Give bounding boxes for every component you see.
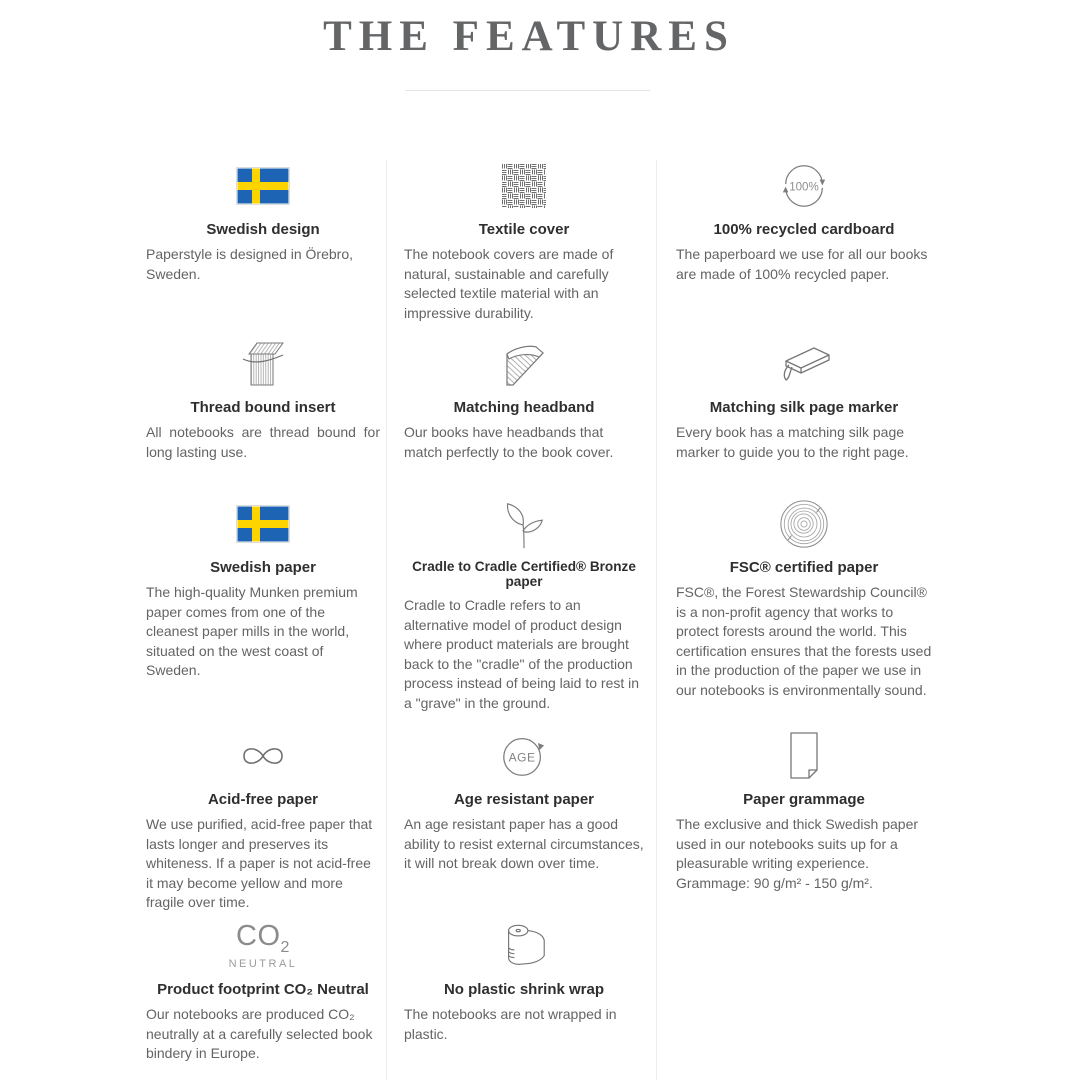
feature-body: Our books have headbands that match perfectly to the book cover. (404, 424, 614, 460)
swedish-flag-icon (146, 498, 380, 550)
feature-body: We use purified, acid-free paper that lasts longer and preserves its whiteness. If a paper is not acid-free it may become yellow and more fragile over time. (146, 816, 373, 910)
feature-swedish-design (140, 160, 386, 338)
co2-neutral-icon (146, 920, 380, 972)
svg-text:100%: 100% (789, 181, 819, 194)
feature-fsc-certified (656, 498, 940, 730)
textile-weave-icon (404, 160, 644, 212)
infinity-icon (146, 730, 380, 782)
recycled-100-icon (676, 160, 932, 212)
feature-title: Cradle to Cradle Certified® Bronze paper (412, 559, 636, 589)
feature-title: Thread bound insert (190, 399, 336, 416)
feature-body: All notebooks are thread bound for long lasting use. (146, 424, 380, 460)
feature-acid-free (140, 730, 386, 920)
feature-body: The paperboard we use for all our books are made of 100% recycled paper. (676, 246, 928, 282)
feature-paper-grammage (656, 730, 940, 920)
co2-neutral-label: NEUTRAL (228, 958, 298, 971)
feature-title: Swedish paper (210, 559, 316, 576)
feature-age-resistant (386, 730, 656, 920)
features-grid (140, 160, 940, 1064)
feature-body: An age resistant paper has a good ability to resist external circumstances, it will not break down over time. (404, 816, 644, 871)
feature-body: The exclusive and thick Swedish paper used in our notebooks suits up for a pleasurable writing experience. Grammage: 90 g/m² - 150 g/m². (676, 816, 919, 891)
tree-rings-icon (676, 498, 932, 550)
thread-bound-icon (146, 338, 380, 390)
feature-body: The notebook covers are made of natural, sustainable and carefully selected textile material with an impressive durability. (404, 246, 614, 321)
feature-title: FSC® certified paper (729, 559, 879, 576)
title-underline (405, 90, 650, 91)
feature-body: Paperstyle is designed in Örebro, Sweden. (146, 246, 353, 282)
headband-icon (404, 338, 644, 390)
page-title: THE FEATURES (323, 13, 735, 60)
feature-title: 100% recycled cardboard (713, 221, 895, 238)
feature-recycled-cardboard (656, 160, 940, 338)
feature-title: Paper grammage (743, 791, 865, 808)
feature-title: Acid-free paper (207, 791, 319, 808)
feature-title: Textile cover (478, 221, 570, 238)
feature-body: The notebooks are not wrapped in plastic. (404, 1006, 617, 1042)
feature-no-plastic (386, 920, 656, 1064)
feature-title: Age resistant paper (453, 791, 595, 808)
svg-text:AGE: AGE (508, 750, 536, 765)
feature-body: The high-quality Munken premium paper comes from one of the cleanest paper mills in the world, situated on the west coast of Sweden. (146, 584, 358, 678)
feature-co2-neutral (140, 920, 386, 1064)
plastic-roll-icon (404, 920, 644, 972)
co2-text: $CO_2$ (236, 919, 290, 956)
feature-body: Every book has a matching silk page marker to guide you to the right page. (676, 424, 909, 460)
feature-body: FSC®, the Forest Stewardship Council® is a non-profit agency that works to protect forests around the world. This certification ensures that the forests used in the production of the paper we use in our notebooks is environmentally sound. (676, 584, 932, 698)
feature-swedish-paper (140, 498, 386, 730)
feature-thread-bound (140, 338, 386, 498)
feature-title: Matching headband (453, 399, 595, 416)
feature-textile-cover (386, 160, 656, 338)
feature-title: Product footprint CO₂ Neutral (157, 981, 369, 998)
feature-title: Matching silk page marker (709, 399, 899, 416)
paper-sheet-icon (676, 730, 932, 782)
feature-title: Swedish design (206, 221, 320, 238)
swedish-flag-icon (146, 160, 380, 212)
feature-title: No plastic shrink wrap (443, 981, 605, 998)
feature-matching-headband (386, 338, 656, 498)
plant-sprout-icon (404, 498, 644, 550)
book-page-marker-icon (676, 338, 932, 390)
feature-body: Cradle to Cradle refers to an alternative model of product design where product materials are brought back to the "cradle" of the production process instead of being laid to rest in a "grave" in the ground. (404, 597, 640, 711)
feature-silk-page-marker (656, 338, 940, 498)
feature-cradle-to-cradle (386, 498, 656, 730)
age-circle-icon (404, 730, 644, 782)
feature-body: Our notebooks are produced CO₂ neutrally at a carefully selected book bindery in Europe. (146, 1006, 373, 1061)
